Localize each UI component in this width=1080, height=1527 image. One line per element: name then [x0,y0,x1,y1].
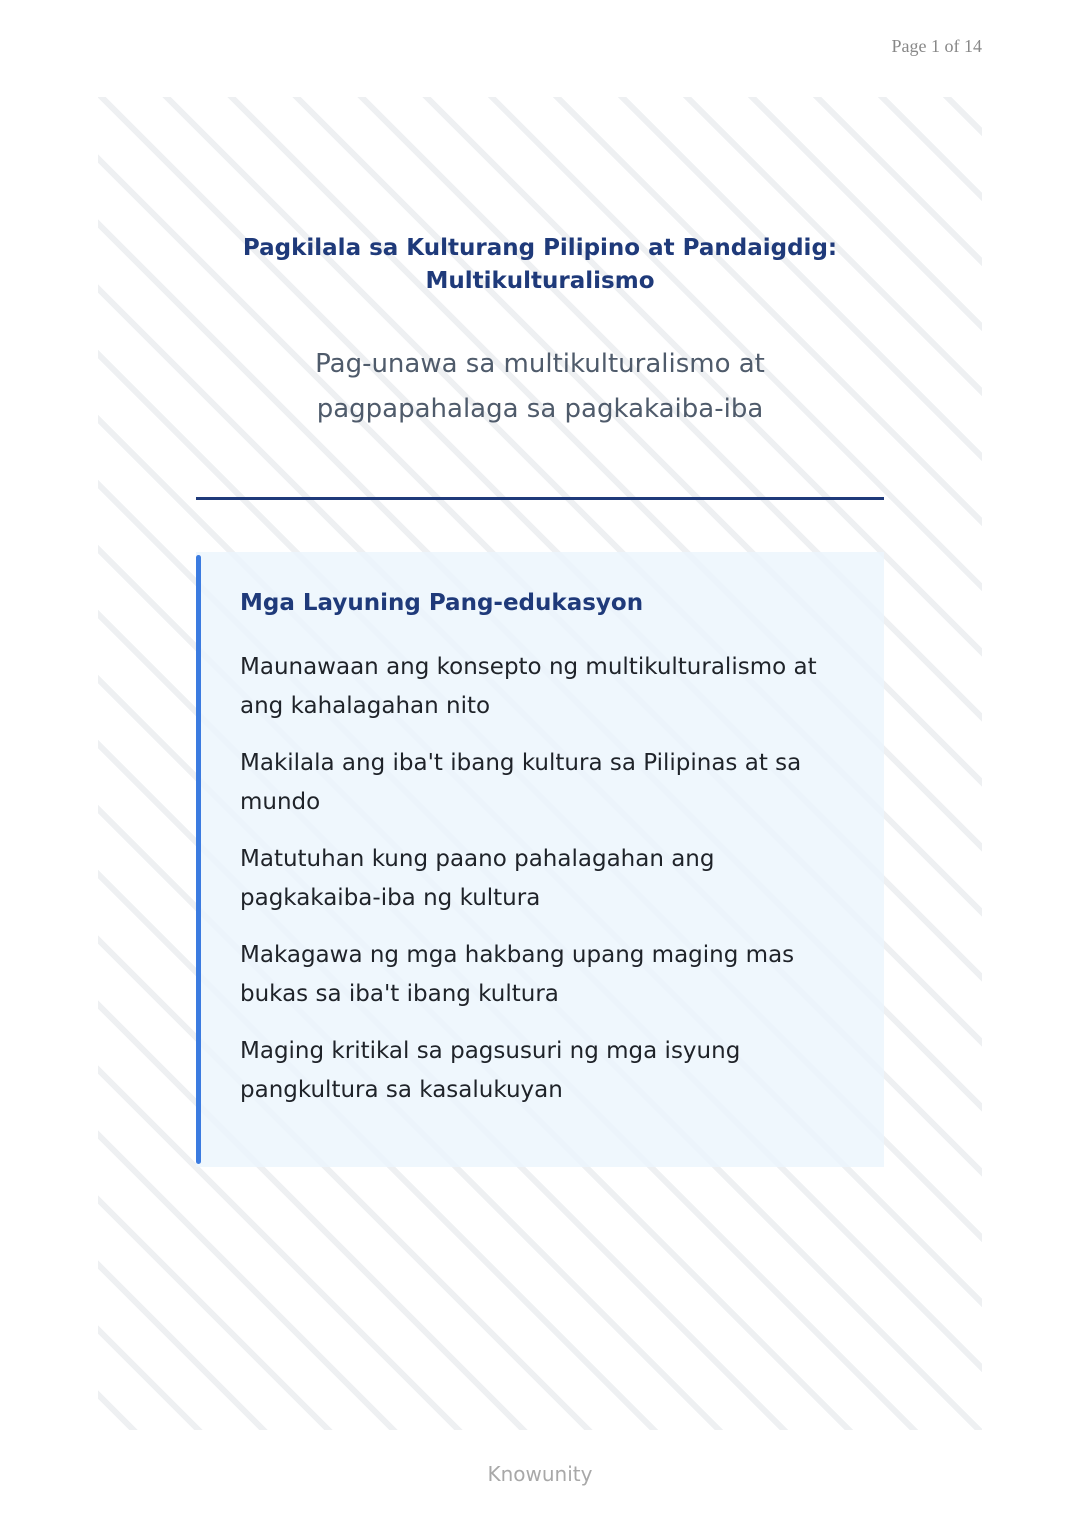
objective-item: Makagawa ng mga hakbang upang maging mas bukas sa iba't ibang kultura [240,942,795,1007]
objective-item: Maunawaan ang konsepto ng multikulturalismo at ang kahalagahan nito [240,654,817,719]
section-divider [196,497,884,500]
document-subtitle [98,342,982,432]
objectives-list [240,648,840,1128]
subtitle-line-1: Pag-unawa sa multikulturalismo at [315,349,765,379]
subtitle-line-2: pagpapahalaga sa pagkakaiba-iba [316,394,764,424]
card-accent-bar [196,555,201,1164]
objectives-heading: Mga Layuning Pang-edukasyon [240,590,644,616]
title-line-2: Multikulturalismo [425,268,655,294]
objective-item: Matutuhan kung paano pahalagahan ang pagkakaiba-iba ng kultura [240,846,715,911]
document-title [98,232,982,298]
document-page [98,97,982,1430]
objective-item: Maging kritikal sa pagsusuri ng mga isyung pangkultura sa kasalukuyan [240,1038,741,1103]
page-indicator: Page 1 of 14 [891,36,982,56]
objective-item: Makilala ang iba't ibang kultura sa Pilipinas at sa mundo [240,750,802,815]
footer-brand: Knowunity [487,1462,593,1486]
title-line-1: Pagkilala sa Kulturang Pilipino at Pandaigdig: [242,235,838,261]
objectives-card [196,552,884,1167]
